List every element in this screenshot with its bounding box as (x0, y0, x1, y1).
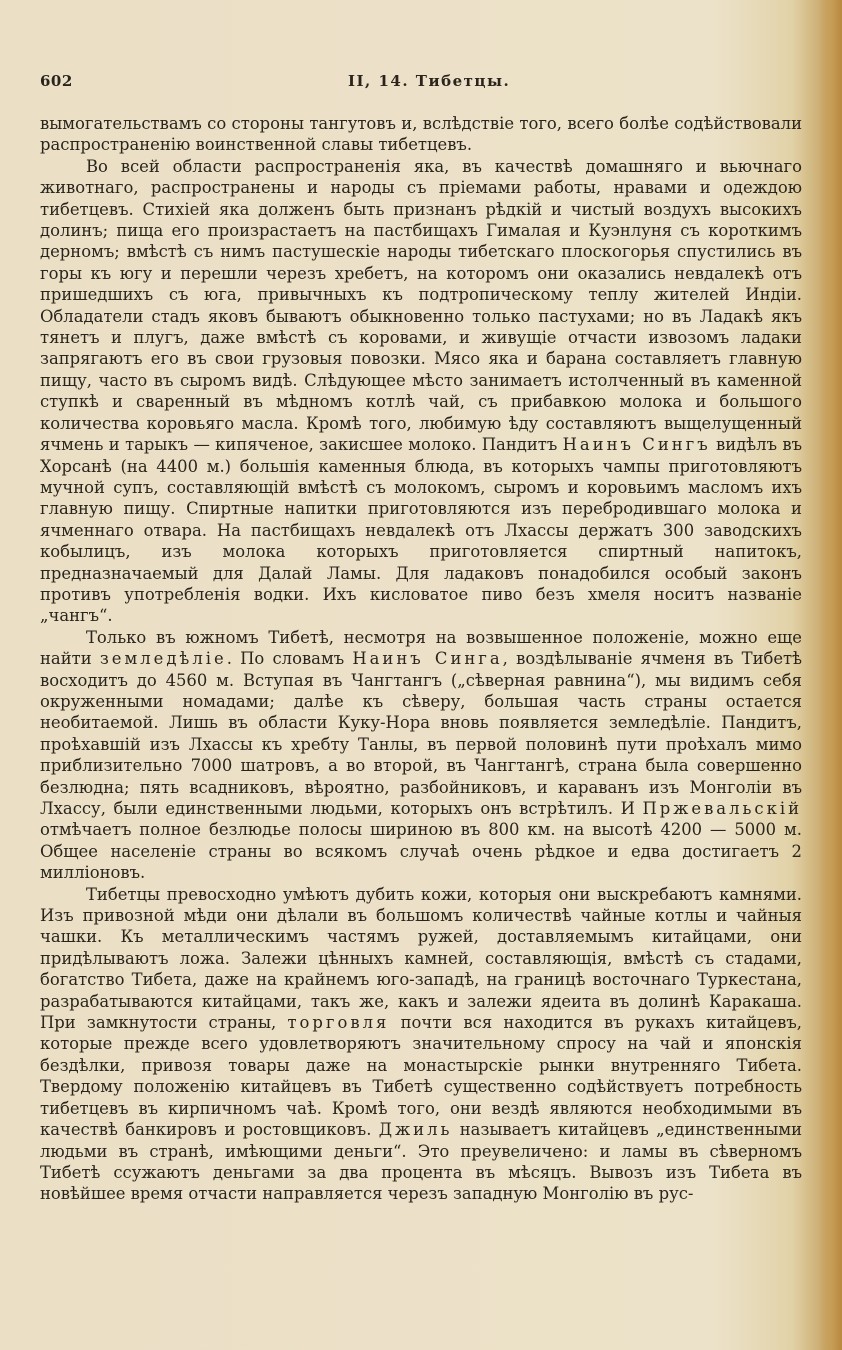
text-run: видѣлъ въ Хорсанѣ (на 4400 м.) большія каменныя блюда, въ которыхъ чампы приготовляютъ мучной супъ, составляющій вмѣстѣ съ молокомъ, сыромъ и коровьимъ масломъ ихъ главную пищу. Спиртные напитки приготовляются изъ перебродившаго молока и ячменнаго отвара. На пастбищахъ невдалекѣ отъ Лхассы держатъ 300 заводскихъ кобылицъ, изъ молока которыхъ приготовляется спиртный напитокъ, предназначаемый для Далай Ламы. Для ладаковъ понадобился особый законъ противъ употребленія водки. Ихъ кисловатое пиво безъ хмеля носитъ названіе „чангъ“. (40, 435, 802, 626)
paragraph (40, 113, 802, 156)
page-edge-shadow (820, 0, 842, 1350)
text-run: отмѣчаетъ полное безлюдье полосы шириною въ 800 км. на высотѣ 4200 — 5000 м. Общее населеніе страны во всякомъ случаѣ очень рѣдкое и едва достигаетъ 2 милліоновъ. (40, 820, 802, 883)
spaced-emphasis: Джиль (378, 1120, 453, 1140)
spaced-emphasis: Наинъ Сингъ (562, 435, 711, 455)
spaced-emphasis: Пржевальскій (642, 799, 802, 818)
paragraph (40, 884, 802, 1205)
spaced-emphasis: земледѣліе (99, 649, 227, 669)
paragraph (40, 156, 802, 627)
page-body (40, 113, 802, 1205)
text-run: Тибетцы превосходно умѣютъ дубить кожи, которыя они выскребаютъ камнями. Изъ привозной мѣди они дѣлали въ большомъ количествѣ чайные котлы и чайныя чашки. Къ металлическимъ частямъ ружей, доставляемымъ китайцами, они придѣлываютъ ложа. Залежи цѣнныхъ камней, составляющія, вмѣстѣ съ стадами, богатство Тибета, даже на крайнемъ юго-западѣ, на границѣ восточнаго Туркестана, разрабатываются китайцами, такъ же, какъ и залежи ядеита въ долинѣ Каракаша. При замкнутости страны, (40, 884, 802, 1033)
text-run: . По словамъ (226, 649, 353, 669)
text-run: Во всей области распространенія яка, въ качествѣ домашняго и вьючнаго животнаго, распространены и народы съ пріемами работы, нравами и одеждою тибетцевъ. Стихіей яка долженъ быть признанъ рѣдкій и чистый воздухъ высокихъ долинъ; пища его произрастаетъ на пастбищахъ Гималая и Куэнлуня съ короткимъ дерномъ; вмѣстѣ съ нимъ пастушескіе народы тибетскаго плоскогорья спустились въ горы къ югу и перешли черезъ хребетъ, на которомъ они оказались невдалекѣ отъ пришедшихъ съ юга, привычныхъ къ подтропическому теплу жителей Индіи. Обладатели стадъ яковъ бываютъ обыкновенно только пастухами; но въ Ладакѣ якъ тянетъ и плугъ, даже вмѣстѣ съ коровами, и живущіе отчасти извозомъ ладаки запрягаютъ его въ свои грузовыя повозки. Мясо яка и барана составляетъ главную пищу, часто въ сыромъ видѣ. Слѣдующее мѣсто занимаетъ истолченный въ каменной ступкѣ и сваренный въ мѣдномъ котлѣ чай, съ прибавкою молока и большого количества коровьяго масла. Кромѣ того, любимую ѣду составляютъ выщелущенный ячмень и тарыкъ — кипяченое, закисшее молоко. Пандитъ (40, 156, 802, 455)
spaced-emphasis: торговля (287, 1013, 390, 1033)
text-run: , воздѣлываніе ячменя въ Тибетѣ восходитъ до 4560 м. Вступая въ Чангтангъ („сѣверная равнина“), мы видимъ себя окруженными номадами; далѣе къ сѣверу, большая часть страны остается необитаемой. Лишь въ области Куку-Нора вновь появляется земледѣліе. Пандитъ, проѣхавшій изъ Лхассы къ хребту Танлы, въ первой половинѣ пути проѣхалъ мимо приблизительно 7000 шатровъ, а во второй, въ Чангтангѣ, страна была совершенно безлюдна; пять всадниковъ, вѣроятно, разбойниковъ, и караванъ изъ Монголіи въ Лхассу, были единственными людьми, которыхъ онъ встрѣтилъ. И (40, 649, 803, 818)
paragraph (40, 627, 802, 884)
text-run: называетъ китайцевъ „единственными людьми въ странѣ, имѣющими деньги“. Это преувеличено: и ламы въ сѣверномъ Тибетѣ ссужаютъ деньгами за два процента въ мѣсяцъ. Вывозъ изъ Тибета въ новѣйшее время отчасти направляется черезъ западную Монголію въ рус- (40, 1120, 802, 1204)
spaced-emphasis: Наинъ Синга (352, 649, 503, 669)
text-run: вымогательствамъ со стороны тангутовъ и, вслѣдствіе того, всего болѣе содѣйствовали распространенію воинственной славы тибетцевъ. (40, 114, 802, 155)
text-run: почти вся находится въ рукахъ китайцевъ, которые прежде всего удовлетворяютъ значительному спросу на чай и японскія бездѣлки, привозя товары даже на монастырскіе рынки внутренняго Тибета. Твердому положенію китайцевъ въ Тибетѣ существенно содѣйствуетъ потребность тибетцевъ въ кирпичномъ чаѣ. Кромѣ того, они вездѣ являются необходимыми въ качествѣ банкировъ и ростовщиковъ. (40, 1013, 802, 1140)
page-number: 602 (40, 72, 73, 90)
text-run: Только въ южномъ Тибетѣ, несмотря на возвышенное положеніе, можно еще найти (40, 627, 802, 669)
running-title: II, 14. Тибетцы. (348, 72, 511, 90)
page-header (40, 72, 800, 96)
